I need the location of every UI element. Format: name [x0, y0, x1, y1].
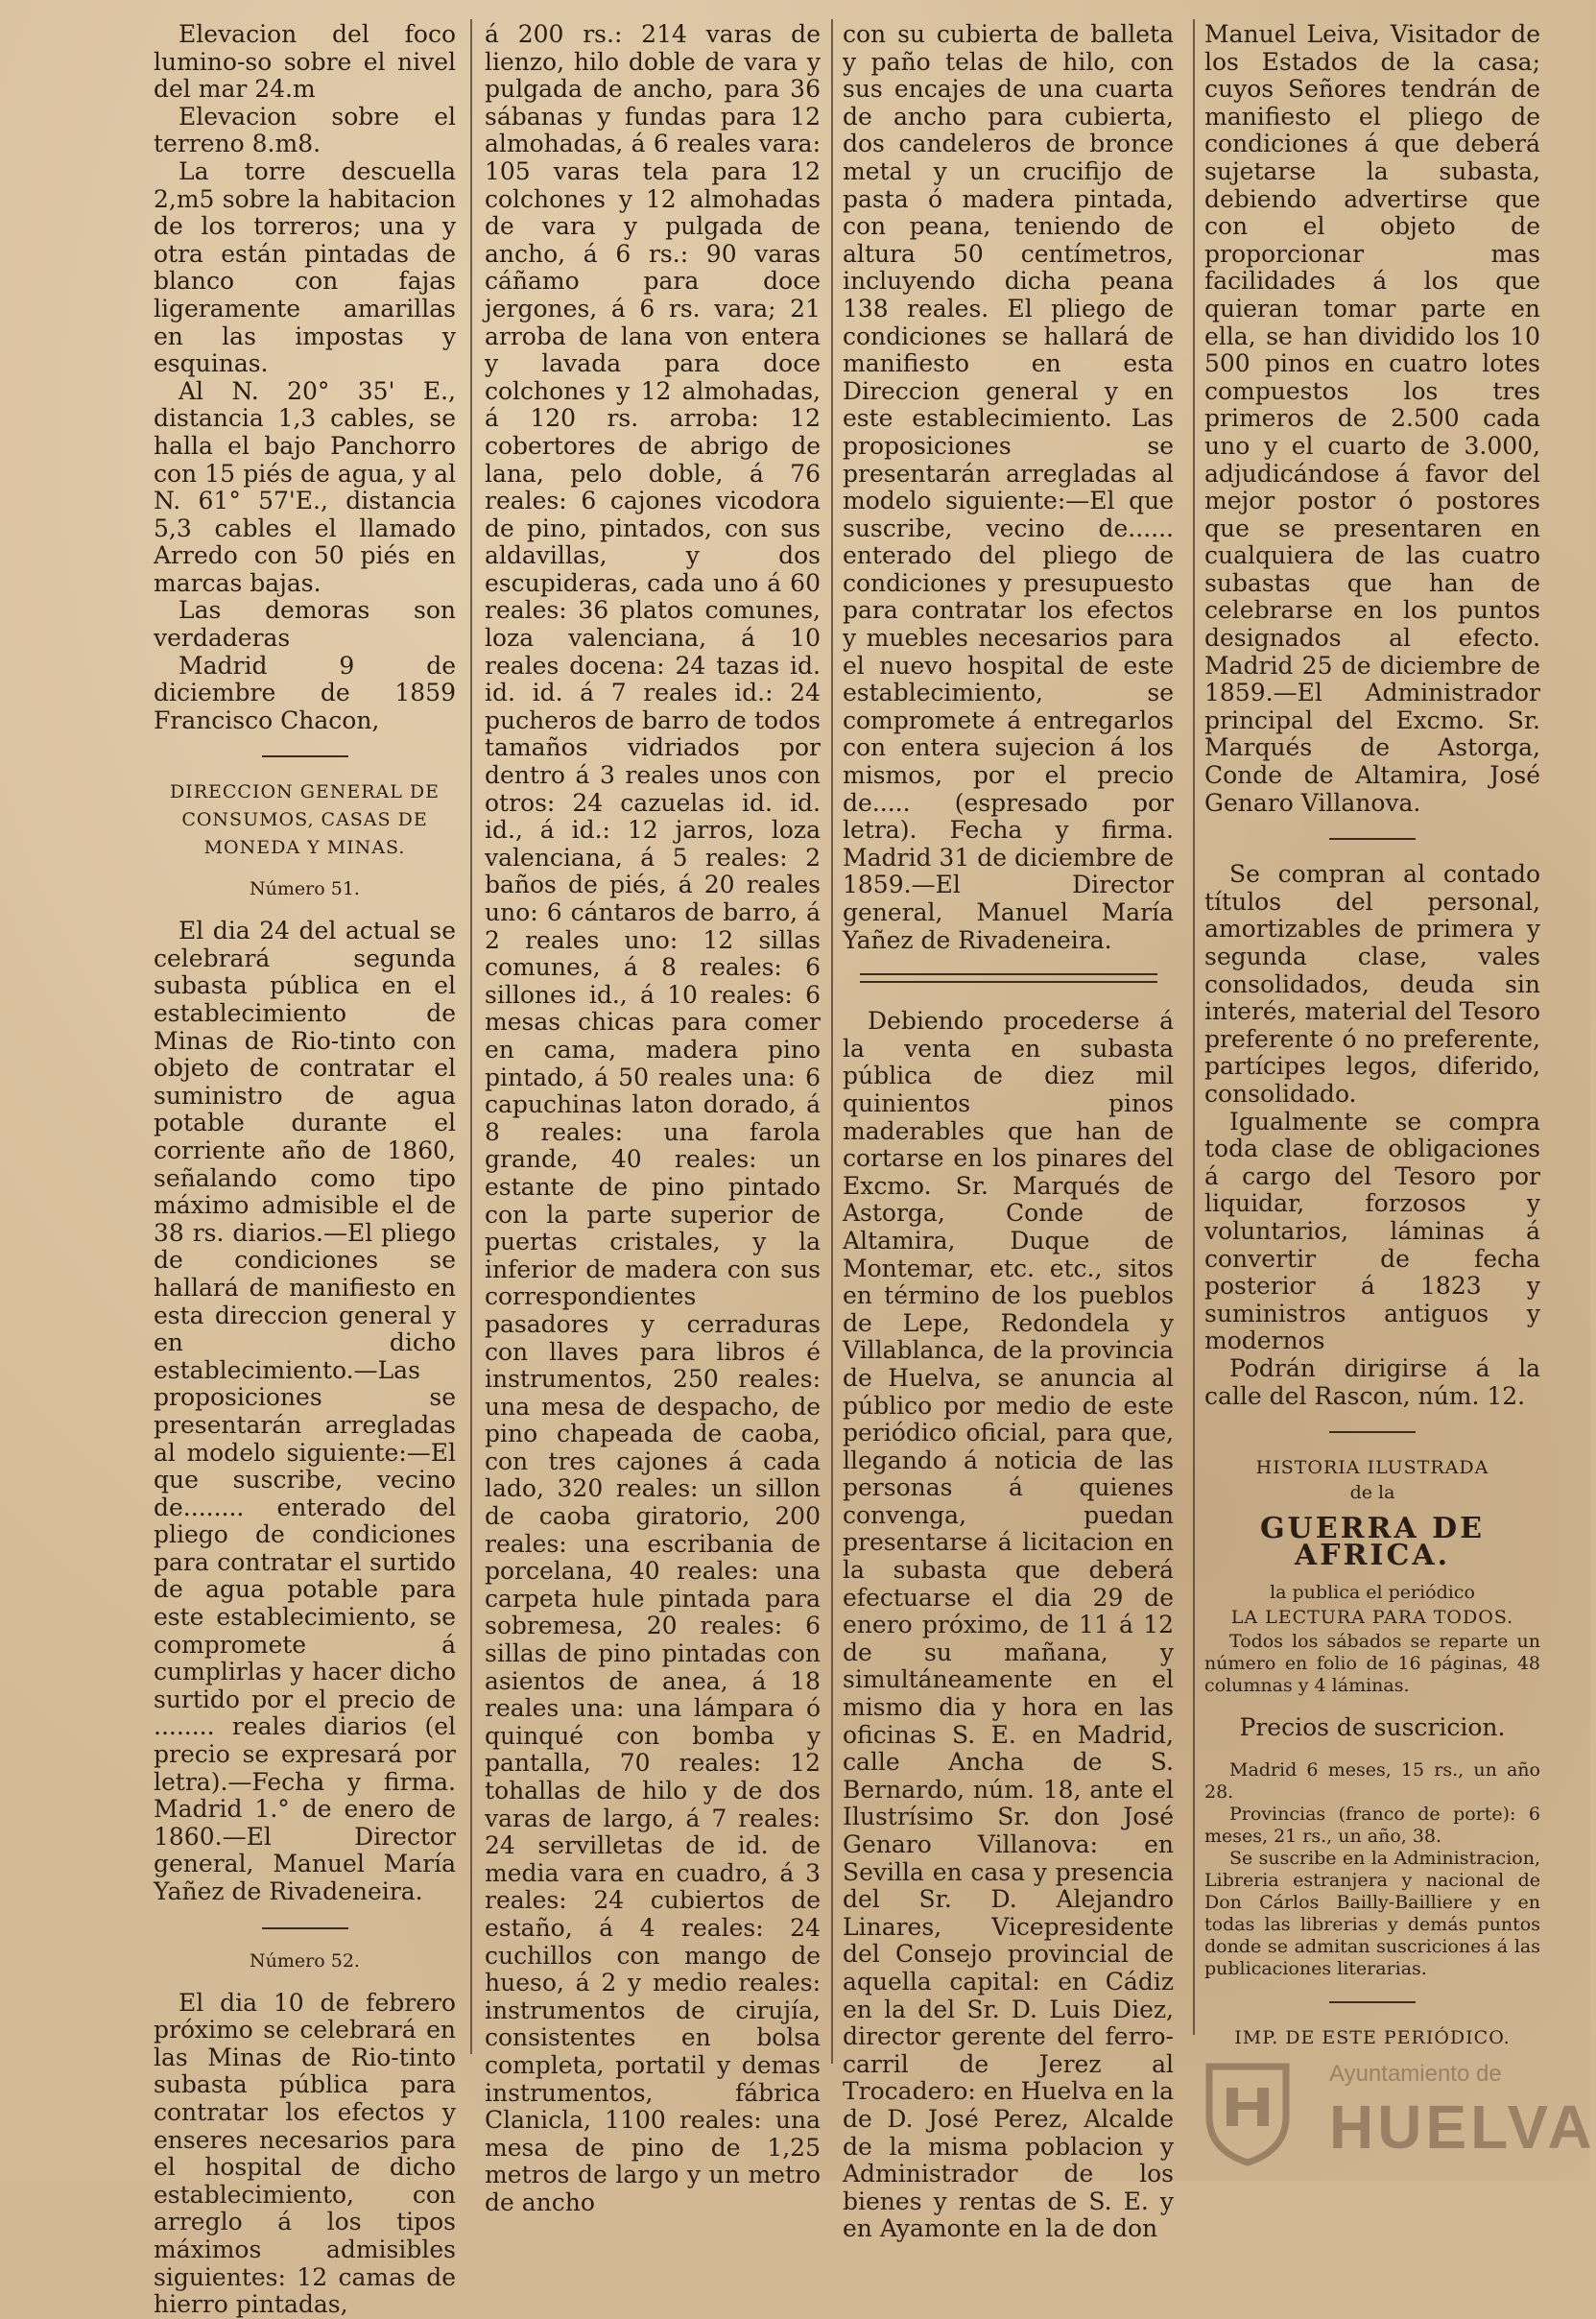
item-number: Número 51.: [250, 878, 360, 900]
imprint: IMP. DE ESTE PERIÓDICO.: [1234, 2027, 1511, 2049]
separator: [262, 1927, 348, 1929]
separator: [262, 755, 348, 757]
watermark-line1: Ayuntamiento de: [1329, 2061, 1502, 2087]
ad-line: la publica el periódico: [1270, 1581, 1475, 1603]
paragraph: Se compran al contado títulos del personal, amortizables de primera y segunda clase, vales consolidados, deuda sin interés, material del Tesoro preferente ó no preferente, partícipes legos, diferido, consolidado.: [1204, 860, 1540, 1108]
column-2: [485, 20, 821, 2216]
paragraph: El dia 24 del actual se celebrará segunda subasta pública en el establecimiento de Minas de Rio-tinto con objeto de contratar el suministro de agua potable durante el corriente año de 1860, señalando como tipo máximo admisible el de 38 rs. diarios.—El pliego de condiciones se hallará de manifiesto en esta direccion general y en dicho establecimiento.—Las proposiciones se presentarán arregladas al modelo siguiente:—El que suscribe, vecino de........ enterado del pliego de condiciones para contratar el surtido de agua potable para este establecimiento, se compromete á cumplirlas y hacer dicho surtido por el precio de ........ reales diarios (el precio se expresará por letra).—Fecha y firma. Madrid 1.° de enero de 1860.—El Director general, Manuel María Yañez de Rivadeneira.: [154, 917, 456, 1905]
paragraph: Debiendo procederse á la venta en subasta pública de diez mil quinientos pinos maderables que han de cortarse en los pinares del Excmo. Sr. Marqués de Astorga, Conde de Altamira, Duque de Montemar, etc. etc., sitos en término de los pueblos de Lepe, Redondela y Villablanca, de la provincia de Huelva, se anuncia al público por medio de este periódico oficial, para que, llegando á noticia de las personas á quienes convenga, puedan presentarse á licitacion en la subasta que deberá efectuarse el dia 29 de enero próximo, de 11 á 12 de su mañana, y simultáneamente en el mismo dia y hora en las oficinas S. E. en Madrid, calle Ancha de S. Bernardo, núm. 18, ante el Ilustrísimo Sr. don José Genaro Villanova: en Sevilla en casa y presencia del Sr. D. Alejandro Linares, Vicepresidente del Consejo provincial de aquella capital: en Cádiz en la del Sr. D. Luis Diez, director gerente del ferro-carril de Jerez al Trocadero: en Huelva en la de D. José Perez, Alcalde de la misma poblacion y Administrador de los bienes y rentas de S. E. y en Ayamonte en la de don: [843, 1007, 1175, 2243]
item-number: Número 52.: [250, 1949, 360, 1972]
column-4: [1204, 21, 1540, 2066]
separator: [1329, 838, 1416, 840]
ad-paragraph: Se suscribe en la Administracion, Libreria estranjera y nacional de Don Cárlos Bailly-Bailliere y en todas las librerias y demás puntos donde se admitan suscriciones á las publicaciones literarias.: [1204, 1848, 1540, 1980]
city-shield-icon: [1200, 2059, 1296, 2166]
paragraph: Las demoras son verdaderas: [154, 596, 456, 653]
watermark-line2: HUELVA: [1329, 2092, 1596, 2162]
ad-publication: LA LECTURA PARA TODOS.: [1230, 1606, 1514, 1628]
ad-prices-heading: Precios de suscricion.: [1239, 1713, 1506, 1742]
separator: [1329, 1431, 1416, 1433]
watermark: [1200, 2059, 1596, 2169]
signature: Madrid 9 de diciembre de 1859 Francisco Chacon,: [154, 651, 456, 734]
column-rule: [470, 19, 472, 2054]
paragraph: Elevacion del foco lumino-so sobre el nivel del mar 24.m: [154, 20, 456, 104]
paragraph: La torre descuella 2,m5 sobre la habitacion de los torreros; una y otra están pintadas de blanco con fajas ligeramente amarillas en las impostas y esquinas.: [154, 156, 456, 378]
column-rule: [831, 19, 833, 2064]
paragraph: Elevacion sobre el terreno 8.m8.: [154, 102, 456, 158]
separator: [1329, 2001, 1416, 2003]
column-1: [154, 20, 456, 2319]
ad-paragraph: Todos los sábados se reparte un número en folio de 16 páginas, 48 columnas y 4 láminas.: [1204, 1631, 1540, 1697]
column-3: [843, 20, 1175, 2243]
paragraph: Igualmente se compra toda clase de obligaciones á cargo del Tesoro por liquidar, forzosos y voluntarios, láminas á convertir de fecha posterior á 1823 y suministros antiguos y modernos: [1204, 1107, 1540, 1355]
paragraph: Al N. 20° 35' E., distancia 1,3 cables, se halla el bajo Panchorro con 15 piés de agua, y al N. 61° 57'E., distancia 5,3 cables el llamado Arredo con 50 piés en marcas bajas.: [154, 376, 456, 597]
ad-title: GUERRA DE AFRICA.: [1259, 1511, 1486, 1573]
paragraph: Podrán dirigirse á la calle del Rascon, núm. 12.: [1204, 1353, 1540, 1410]
double-separator: [860, 973, 1157, 983]
paragraph: á 200 rs.: 214 varas de lienzo, hilo doble de vara y pulgada de ancho, para 36 sábanas y fundas para 12 almohadas, á 6 reales vara: 105 varas tela para 12 colchones y 12 almohadas de vara y pulgada de ancho, á 6 rs.: 90 varas cáñamo para doce jergones, á 6 rs. vara; 21 arroba de lana von entera y lavada para doce colchones y 12 almohadas, á 120 rs. arroba: 12 cobertores de abrigo de lana, pelo doble, á 76 reales: 6 cajones vicodora de pino, pintados, con sus aldavillas, y dos escupideras, cada uno á 60 reales: 36 platos comunes, loza valenciana, á 10 reales docena: 24 tazas id. id. id. á 7 reales id.: 24 pucheros de barro de todos tamaños vidriados por dentro á 3 reales unos con otros: 24 cazuelas id. id. id., á id.: 12 jarros, loza valenciana, á 5 reales: 2 baños de piés, á 20 reales uno: 6 cántaros de barro, á 2 reales uno: 12 sillas comunes, á 8 reales: 6 sillones id., á 10 reales: 6 mesas chicas para comer en cama, madera pino pintado, á 50 reales una: 6 capuchinas laton dorado, á 8 reales: una farola grande, 40 reales: un estante de pino pintado con la parte superior de puertas cristales, y la inferior de madera con sus correspondientes pasadores y cerraduras con llaves para libros é instrumentos, 250 reales: una mesa de despacho, de pino chapeada de caoba, con tres cajones á cada lado, 320 reales: un sillon de caoba giratorio, 200 reales: una escribania de porcelana, 40 reales: una carpeta hule pintada para sobremesa, 20 reales: 6 sillas de pino pintadas con asientos de anea, á 18 reales una: una lámpara ó quinqué con bomba y pantalla, 70 reales: 12 tohallas de hilo y de dos varas de largo, á 7 reales: 24 servilletas de id. de media vara en cuadro, á 3 reales: 24 cubiertos de estaño, á 4 reales: 24 cuchillos con mango de hueso, á 2 y medio reales: instrumentos de cirujía, consistentes en bolsa completa, portatil y demas instrumentos, fábrica Clanicla, 1100 reales: una mesa de pino de 1,25 metros de largo y un metro de ancho: [485, 20, 821, 2216]
paragraph: con su cubierta de balleta y paño telas de hilo, con sus encajes de una cuarta de ancho para cubierta, dos candeleros de bronce metal y un crucifijo de pasta ó madera pintada, con peana, teniendo de altura 50 centímetros, incluyendo dicha peana 138 reales. El pliego de condiciones se hallará de manifiesto en esta Direccion general y en este establecimiento. Las proposiciones se presentarán arregladas al modelo siguiente:—El que suscribe, vecino de...... enterado del pliego de condiciones y presupuesto para contratar los efectos y muebles necesarios para el nuevo hospital de este establecimiento, se compromete á entregarlos con entera sujecion á los mismos, por el precio de..... (espresado por letra). Fecha y firma. Madrid 31 de diciembre de 1859.—El Director general, Manuel María Yañez de Rivadeneira.: [843, 20, 1174, 954]
ad-price-line: Provincias (franco de porte): 6 meses, 21 rs., un año, 38.: [1204, 1804, 1540, 1848]
column-rule: [1193, 19, 1195, 2035]
paragraph: El dia 10 de febrero próximo se celebrará en las Minas de Rio-tinto subasta pública para contratar los efectos y enseres necesarios para el hospital de dicho establecimiento, con arreglo á los tipos máximos admisibles siguientes: 12 camas de hierro pintadas,: [154, 1988, 456, 2319]
ad-subheading: de la: [1349, 1481, 1395, 1503]
ad-heading: HISTORIA ILUSTRADA: [1255, 1457, 1489, 1479]
section-heading: DIRECCION GENERAL DE CONSUMOS, CASAS DE MONEDA Y MINAS.: [169, 781, 441, 858]
paragraph: Manuel Leiva, Visitador de los Estados de la casa; cuyos Señores tendrán de manifiesto el pliego de condiciones á que deberá sujetarse la subasta, debiendo advertirse que con el objeto de proporcionar mas facilidades á los que quieran tomar parte en ella, se han dividido los 10 500 pinos en cuatro lotes compuestos los tres primeros de 2.500 cada uno y el cuarto de 3.000, adjudicándose á favor del mejor postor ó postores que se presentaren en cualquiera de las cuatro subastas que han de celebrarse en los puntos designados al efecto. Madrid 25 de diciembre de 1859.—El Administrador principal del Excmo. Sr. Marqués de Astorga, Conde de Altamira, José Genaro Villanova.: [1204, 20, 1540, 817]
ad-price-line: Madrid 6 meses, 15 rs., un año 28.: [1204, 1759, 1540, 1804]
